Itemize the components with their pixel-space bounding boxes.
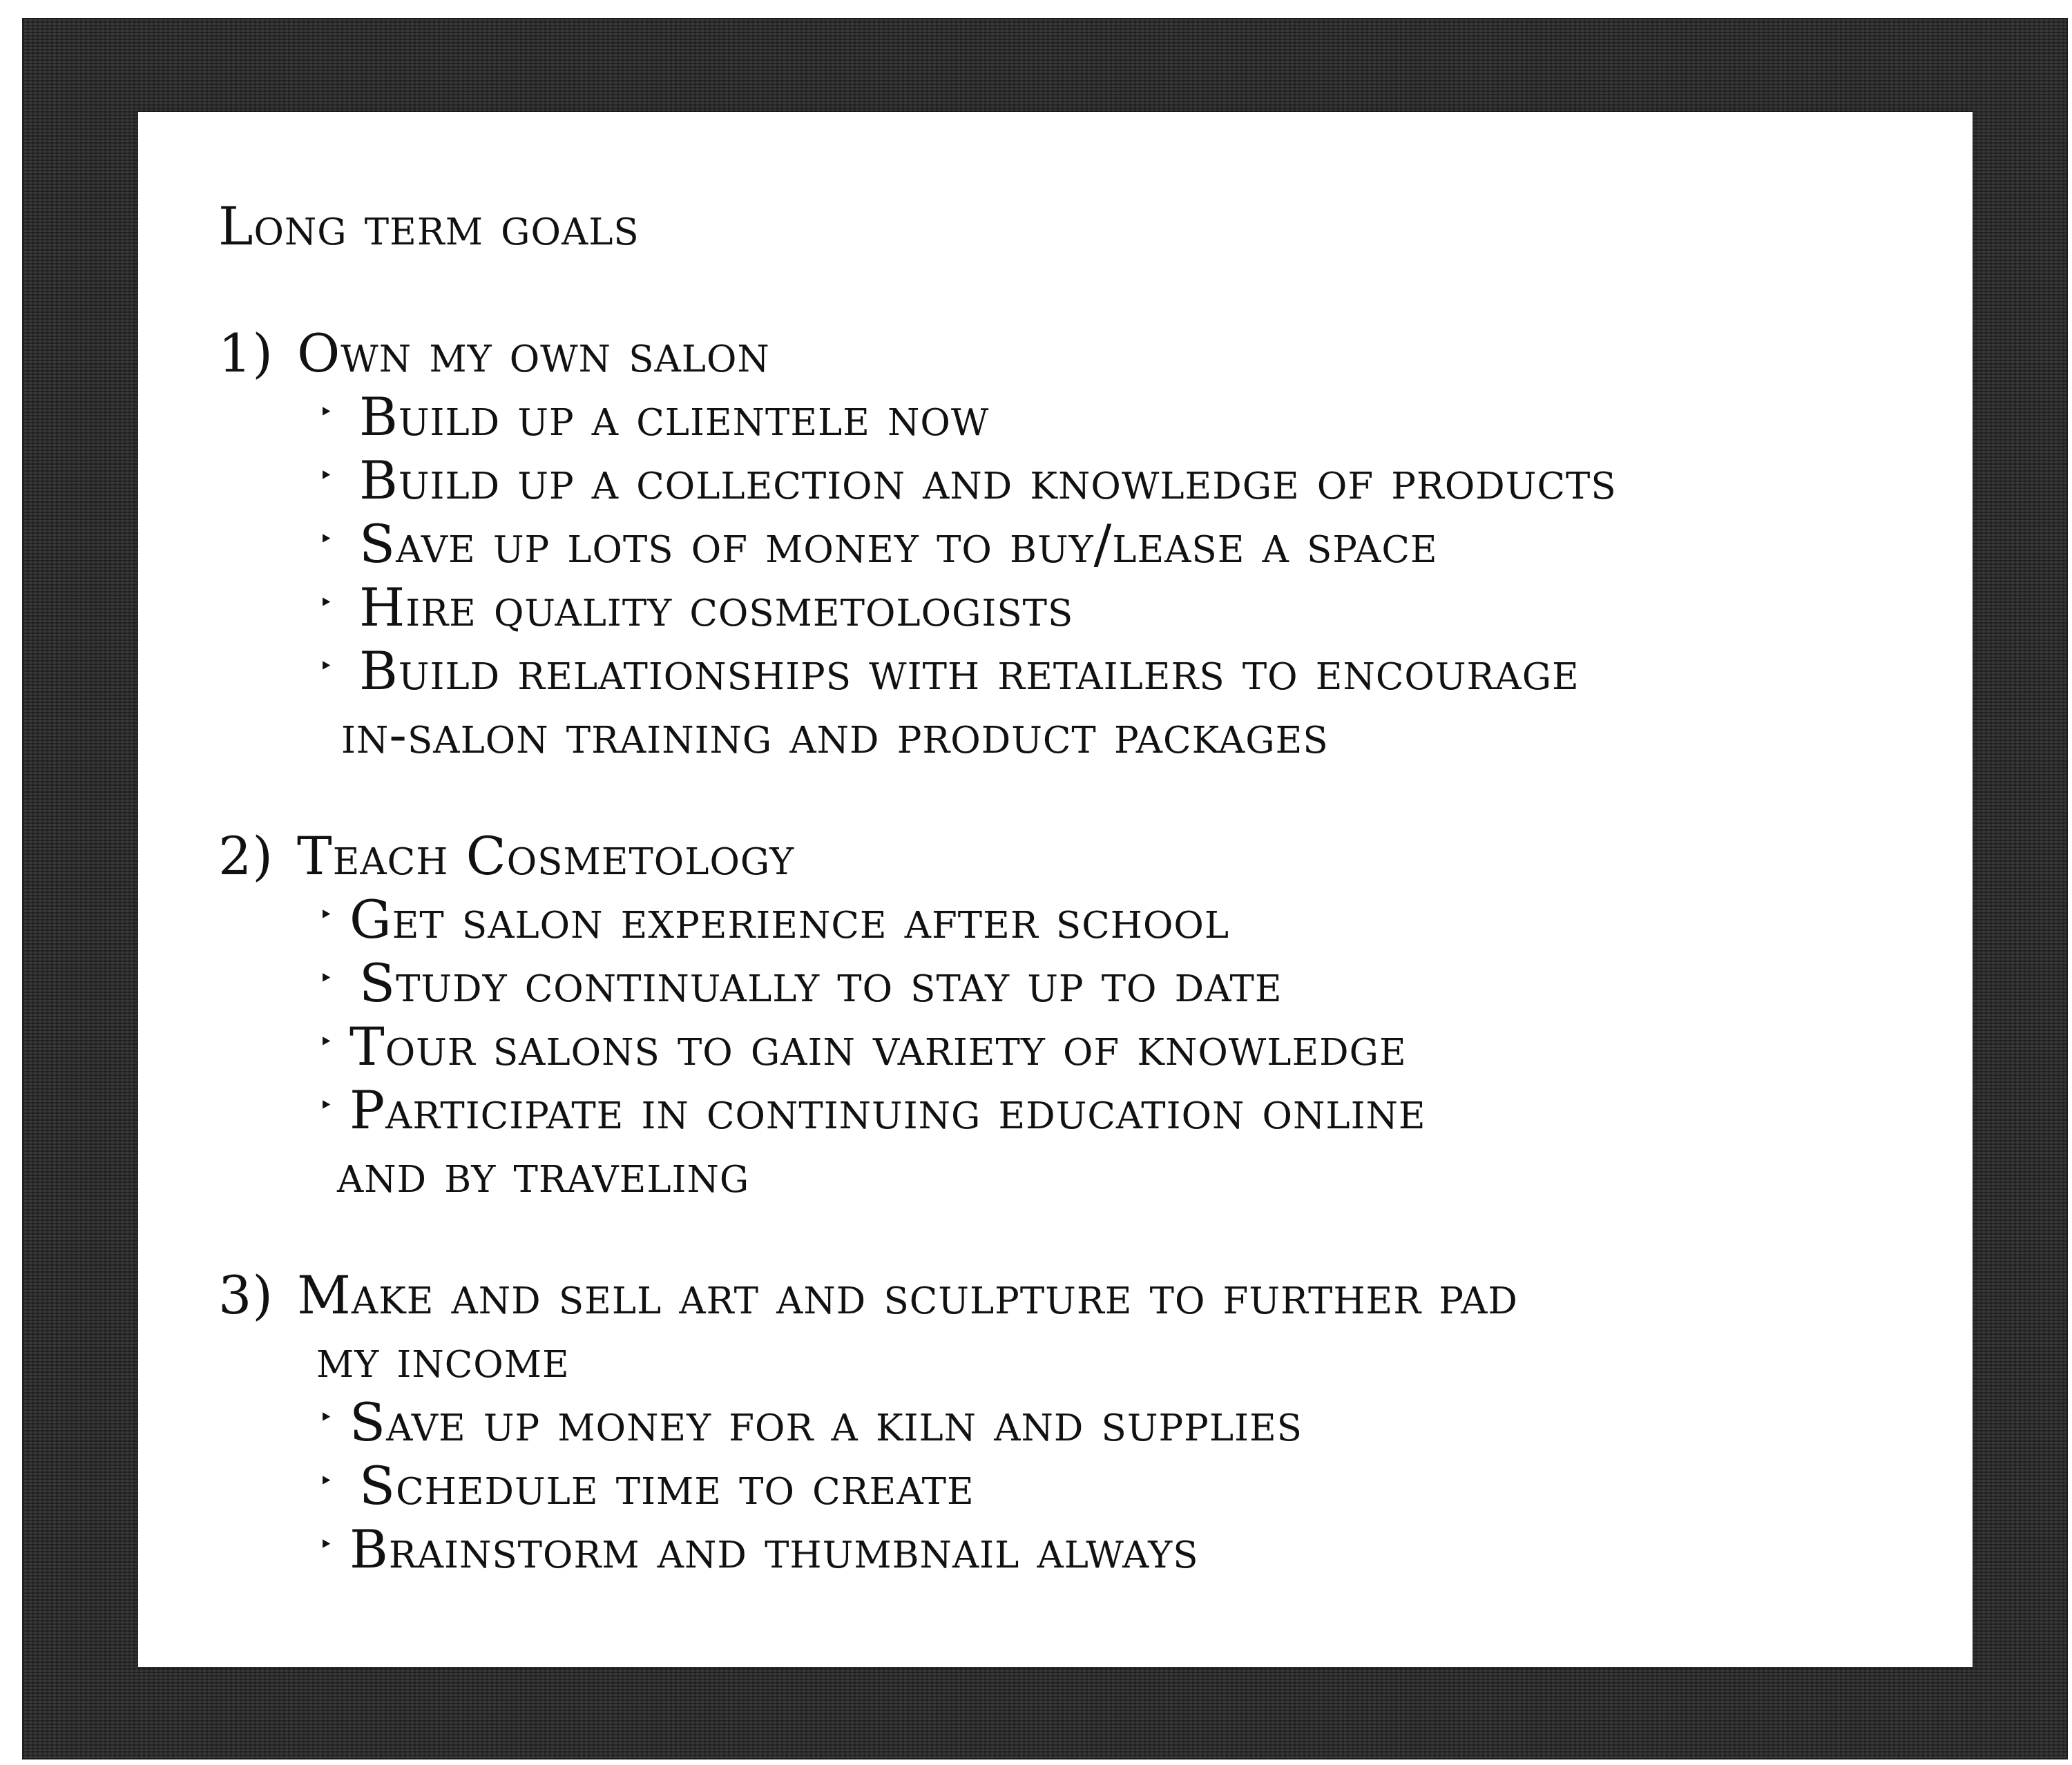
bullet-icon: ‣ [319,1092,334,1119]
goal-text: Teach Cosmetology [297,825,795,887]
goal-3-item-2 [319,1455,975,1516]
item-text: Build relationships with retailers to encourage [359,640,1580,702]
bullet-icon: ‣ [319,1404,334,1431]
item-text: Tour salons to gain variety of knowledge [349,1016,1407,1077]
bullet-icon: ‣ [319,901,334,929]
item-text: Schedule time to create [359,1455,975,1516]
item-text: Study continually to stay up to date [359,952,1283,1014]
item-text: Participate in continuing education online [349,1079,1426,1141]
item-text: Build up a collection and knowledge of products [359,450,1617,511]
item-text: Get salon experience after school [349,889,1230,950]
goal-2-item-1 [319,889,1230,950]
goal-3-heading [218,1264,1518,1326]
item-text: Hire quality cosmetologists [359,577,1074,638]
bullet-icon: ‣ [319,1028,334,1056]
item-text: Brainstorm and thumbnail always [349,1518,1199,1580]
document-title: Long term goals [218,195,640,257]
goal-3-heading-continuation: my income [316,1328,570,1389]
bullet-icon: ‣ [319,525,334,553]
bullet-icon: ‣ [319,1531,334,1559]
goal-number: 3) [218,1264,274,1326]
goal-2-item-3 [319,1016,1407,1077]
goal-2-item-4-continuation: and by traveling [337,1143,750,1204]
paper-sheet [138,112,1973,1667]
goal-1-heading [218,322,770,384]
goal-number: 1) [218,322,274,384]
bullet-icon: ‣ [319,653,334,680]
goal-2-heading [218,825,795,887]
goal-number: 2) [218,825,274,887]
goal-1-item-1 [319,386,990,447]
goal-3-item-1 [319,1391,1303,1453]
goal-2-item-2 [319,952,1283,1014]
goal-1-item-5-continuation: in-salon training and product packages [341,704,1329,765]
item-text: Build up a clientele now [359,386,990,447]
goal-text: Make and sell art and sculpture to further pad [297,1264,1518,1326]
bullet-icon: ‣ [319,965,334,992]
bullet-icon: ‣ [319,462,334,490]
textured-frame [22,18,2068,1759]
goal-2-item-4 [319,1079,1426,1141]
goal-1-item-5 [319,640,1580,702]
item-text: Save up lots of money to buy/lease a space [359,513,1438,575]
goal-text: Own my own salon [297,322,770,384]
goal-3-item-3 [319,1518,1199,1580]
item-text: Save up money for a kiln and supplies [349,1391,1303,1453]
bullet-icon: ‣ [319,398,334,426]
bullet-icon: ‣ [319,589,334,617]
goal-1-item-2 [319,450,1617,511]
goal-1-item-3 [319,513,1438,575]
goal-1-item-4 [319,577,1074,638]
bullet-icon: ‣ [319,1467,334,1495]
